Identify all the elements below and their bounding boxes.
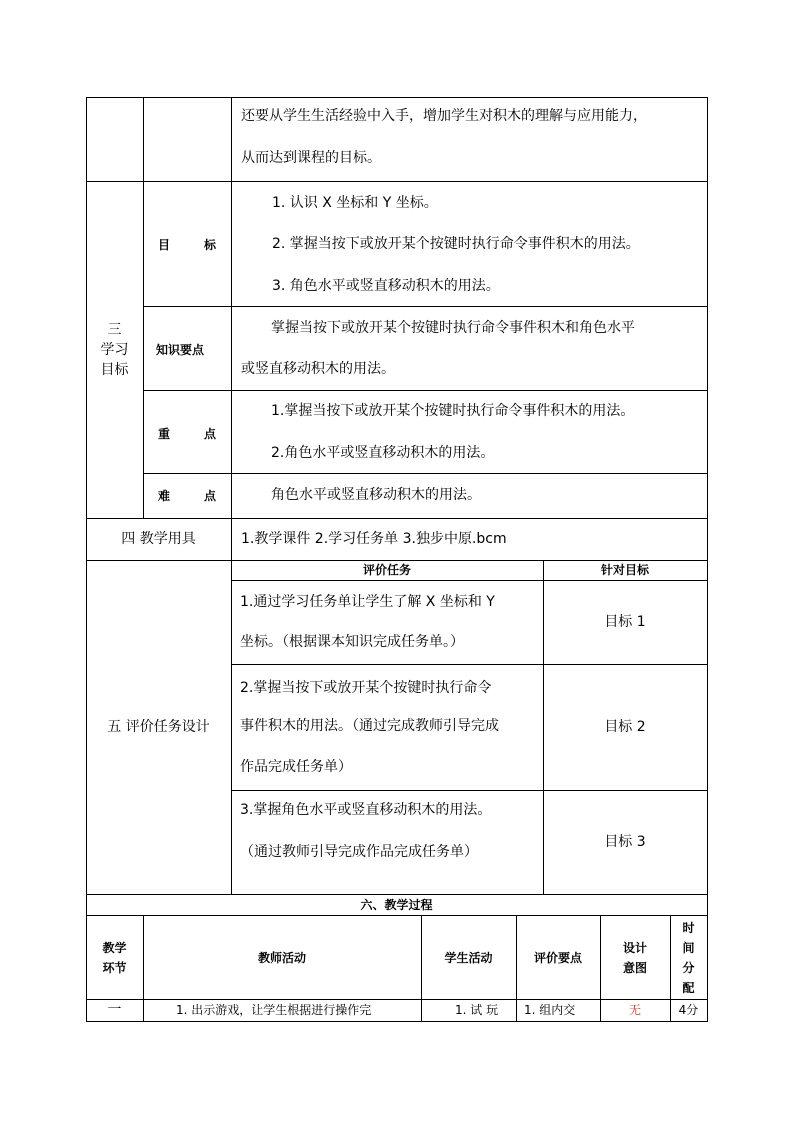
- eval-task-3-line1: 3.掌握角色水平或竖直移动积木的用法。: [240, 802, 492, 818]
- knowledge-text-line1: 掌握当按下或放开某个按键时执行命令事件积木和角色水平: [271, 320, 635, 336]
- eval-task-3-line2: （通过教师引导完成作品完成任务单）: [240, 844, 478, 860]
- eval-task-2-line3: 作品完成任务单）: [240, 759, 352, 775]
- tools-text: 1.教学课件 2.学习任务单 3.独步中原.bcm: [241, 531, 507, 547]
- eval-col-target-header: 针对目标: [600, 563, 649, 577]
- eval-task-2-line2: 事件积木的用法。（通过完成教师引导完成: [240, 718, 499, 734]
- eval-target-2: 目标 2: [604, 719, 646, 735]
- process-col-2: [421, 915, 422, 1021]
- process-header-design-2: 意图: [622, 961, 647, 975]
- difficult-text: 角色水平或竖直移动积木的用法。: [271, 487, 481, 503]
- process-col-3: [516, 915, 517, 1021]
- process-header-time-2: 间: [682, 941, 695, 955]
- process-row-design: 无: [628, 1003, 641, 1017]
- eval-col-task-header: 评价任务: [362, 563, 411, 577]
- process-header-stage-2: 环节: [102, 961, 127, 975]
- process-row-stage: 一: [107, 1002, 122, 1018]
- col-divider-2: [231, 97, 232, 894]
- eval-section-label: 五 评价任务设计: [107, 719, 210, 735]
- process-row-student: 1. 试 玩: [455, 1003, 499, 1017]
- goals-label-a: 目: [158, 238, 171, 252]
- eval-task-2-line1: 2.掌握当按下或放开某个按键时执行命令: [240, 680, 492, 696]
- section-3-label-line2: 目标: [100, 362, 129, 378]
- eval-row-border-2: [231, 790, 708, 791]
- table-bottom-border: [86, 1021, 708, 1022]
- tools-label: 四 教学用具: [121, 531, 196, 547]
- table-border-left: [86, 97, 87, 1021]
- process-row-time: 4分: [678, 1003, 699, 1017]
- key-label-a: 重: [158, 427, 171, 441]
- process-header-time-4: 配: [682, 981, 695, 995]
- key-label-b: 点: [204, 427, 217, 441]
- eval-task-1-line2: 坐标。（根据课本知识完成任务单。）: [240, 634, 464, 650]
- process-header-top: [86, 915, 708, 916]
- eval-target-3: 目标 3: [604, 834, 646, 850]
- knowledge-text-line2: 或竖直移动积木的用法。: [241, 361, 395, 377]
- row-border-knowledge: [143, 306, 708, 307]
- table-border-right: [707, 97, 708, 1021]
- eval-header-border: [231, 580, 708, 581]
- process-header-time-3: 分: [682, 961, 695, 975]
- key-point-1: 1.掌握当按下或放开某个按键时执行命令事件积木的用法。: [271, 403, 635, 419]
- prev-row-text-line2: 从而达到课程的目标。: [241, 150, 381, 166]
- process-header-stage-1: 教学: [102, 941, 127, 955]
- row-border-difficult: [143, 473, 708, 474]
- goal-item-2: 2. 掌握当按下或放开某个按键时执行命令事件积木的用法。: [272, 236, 640, 252]
- process-header-design-1: 设计: [622, 941, 647, 955]
- col-divider-1: [143, 97, 144, 518]
- eval-task-1-line1: 1.通过学习任务单让学生了解 X 坐标和 Y: [240, 594, 495, 610]
- difficult-label-b: 点: [204, 489, 217, 503]
- row-border-key: [143, 390, 708, 391]
- process-header-eval: 评价要点: [533, 951, 582, 965]
- process-title: 六、教学过程: [360, 898, 433, 912]
- table-top-border: [86, 97, 708, 98]
- row-border-tools: [86, 518, 708, 519]
- eval-row-border-1: [231, 664, 708, 665]
- section-3-label-line1: 学习: [100, 342, 129, 358]
- goals-label-b: 标: [204, 238, 217, 252]
- process-row-eval: 1. 组内交: [524, 1003, 576, 1017]
- process-col-1: [143, 915, 144, 1021]
- process-row-teacher: 1. 出示游戏，让学生根据进行操作完: [176, 1003, 372, 1017]
- key-point-2: 2.角色水平或竖直移动积木的用法。: [271, 445, 495, 461]
- difficult-label-a: 难: [158, 489, 171, 503]
- eval-target-1: 目标 1: [604, 614, 646, 630]
- prev-row-text-line1: 还要从学生生活经验中入手，增加学生对积木的理解与应用能力，: [241, 108, 647, 124]
- goal-item-3: 3. 角色水平或竖直移动积木的用法。: [272, 278, 500, 294]
- process-header-time-1: 时: [682, 921, 695, 935]
- process-header-student: 学生活动: [444, 951, 493, 965]
- goal-item-1: 1. 认识 X 坐标和 Y 坐标。: [272, 195, 438, 211]
- section-3-number: 三: [107, 322, 122, 338]
- knowledge-label: 知识要点: [156, 343, 205, 357]
- process-header-teacher: 教师活动: [257, 951, 306, 965]
- row-border-goals-top: [86, 181, 708, 182]
